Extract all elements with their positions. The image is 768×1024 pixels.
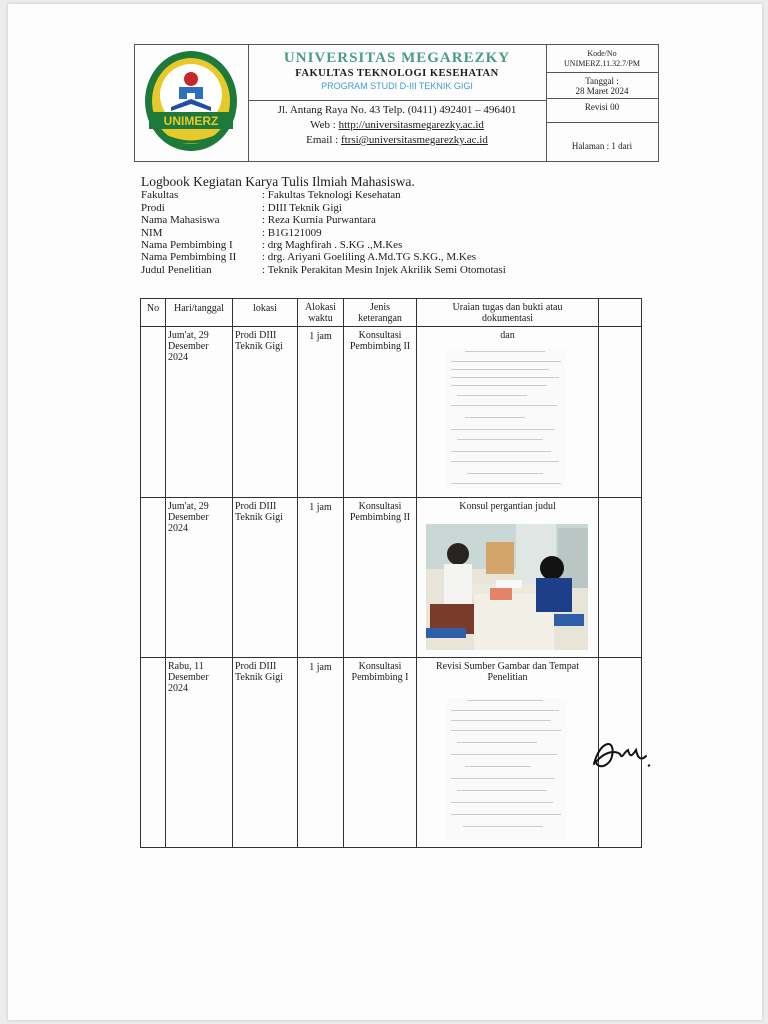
row1-type: Konsultasi Pembimbing II xyxy=(343,326,417,498)
row1-no xyxy=(140,326,166,498)
logo-text: UNIMERZ xyxy=(163,114,219,128)
row2-extra xyxy=(598,497,642,658)
signature-icon xyxy=(590,730,654,774)
info-value: : DIII Teknik Gigi xyxy=(262,201,342,214)
row1-date: Jum'at, 29 Desember 2024 xyxy=(165,326,233,498)
info-key: Prodi xyxy=(141,201,165,214)
header-description: Uraian tugas dan bukti atau dokumentasi xyxy=(416,298,599,327)
page-title: Logbook Kegiatan Karya Tulis Ilmiah Mahasiswa. xyxy=(141,174,415,189)
row3-description-text: Revisi Sumber Gambar dan Tempat Penelitian xyxy=(436,661,579,683)
web-label: Web : xyxy=(310,119,336,131)
row2-location: Prodi DIII Teknik Gigi xyxy=(232,497,298,658)
page-number: Halaman : 1 dari xyxy=(571,141,633,151)
row2-time: 1 jam xyxy=(297,497,344,658)
row3-time: 1 jam xyxy=(297,657,344,848)
row2-type: Konsultasi Pembimbing II xyxy=(343,497,417,658)
address: Jl. Antang Raya No. 43 Telp. (0411) 492401 – 496401 xyxy=(277,104,517,116)
info-value: : Fakultas Teknologi Kesehatan xyxy=(262,189,401,202)
header-no: No xyxy=(140,298,166,327)
faculty-name: FAKULTAS TEKNOLOGI KESEHATAN xyxy=(295,68,499,79)
header-time: Alokasi waktu xyxy=(297,298,344,327)
row2-date: Jum'at, 29 Desember 2024 xyxy=(165,497,233,658)
date-label: Tanggal : xyxy=(585,76,619,86)
row1-time: 1 jam xyxy=(297,326,344,498)
info-key: Fakultas xyxy=(141,189,179,202)
document-control xyxy=(546,45,658,161)
letterhead-center xyxy=(248,45,547,161)
info-key: Nama Pembimbing II xyxy=(141,251,237,264)
info-key: Judul Penelitian xyxy=(141,263,212,276)
letterhead xyxy=(134,44,659,162)
row3-type: Konsultasi Pembimbing I xyxy=(343,657,417,848)
logbook-table xyxy=(140,298,642,848)
row2-no xyxy=(140,497,166,658)
row1-description xyxy=(416,326,599,498)
student-info xyxy=(141,176,506,276)
row1-location: Prodi DIII Teknik Gigi xyxy=(232,326,298,498)
university-name: UNIVERSITAS MEGAREZKY xyxy=(283,50,511,66)
row3-description xyxy=(416,657,599,848)
info-value: : Teknik Perakitan Mesin Injek Akrilik Semi Otomotasi xyxy=(262,263,506,276)
revision: Revisi 00 xyxy=(584,102,620,112)
row3-no xyxy=(140,657,166,848)
code-label: Kode/No xyxy=(587,49,617,58)
email-link[interactable]: ftrsi@universitasmegarezky.ac.id xyxy=(340,134,488,146)
row2-description-text: Konsul pergantian judul xyxy=(459,501,556,512)
code-value: UNIMERZ.11.32.7/PM xyxy=(564,59,640,68)
logo-cell xyxy=(135,45,249,161)
info-key: NIM xyxy=(141,226,163,239)
row1-description-text: dan xyxy=(500,330,515,341)
info-value: : Reza Kurnia Purwantara xyxy=(262,214,376,227)
university-logo-icon xyxy=(141,49,241,155)
row1-extra xyxy=(598,326,642,498)
email-label: Email : xyxy=(306,134,339,146)
info-value: : drg Maghfirah . S.KG .,M.Kes xyxy=(262,239,403,252)
info-value: : B1G121009 xyxy=(262,226,322,239)
row2-description xyxy=(416,497,599,658)
web-link[interactable]: http://universitasmegarezky.ac.id xyxy=(338,119,484,131)
date-value: 28 Maret 2024 xyxy=(575,86,629,96)
row3-location: Prodi DIII Teknik Gigi xyxy=(232,657,298,848)
info-key: Nama Mahasiswa xyxy=(141,214,220,227)
program-name: PROGRAM STUDI D-III TEKNIK GIGI xyxy=(321,81,473,91)
info-key: Nama Pembimbing I xyxy=(141,239,233,252)
document-scan-image xyxy=(447,698,567,840)
header-type: Jenis keterangan xyxy=(343,298,417,327)
document-scan-image xyxy=(447,349,565,489)
header-extra xyxy=(598,298,642,327)
header-date: Hari/tanggal xyxy=(165,298,233,327)
info-value: : drg. Ariyani Goeliling A.Md.TG S.KG., M.Kes xyxy=(262,251,476,264)
consultation-photo xyxy=(426,524,588,650)
row3-date: Rabu, 11 Desember 2024 xyxy=(165,657,233,848)
header-location: lokasi xyxy=(232,298,298,327)
